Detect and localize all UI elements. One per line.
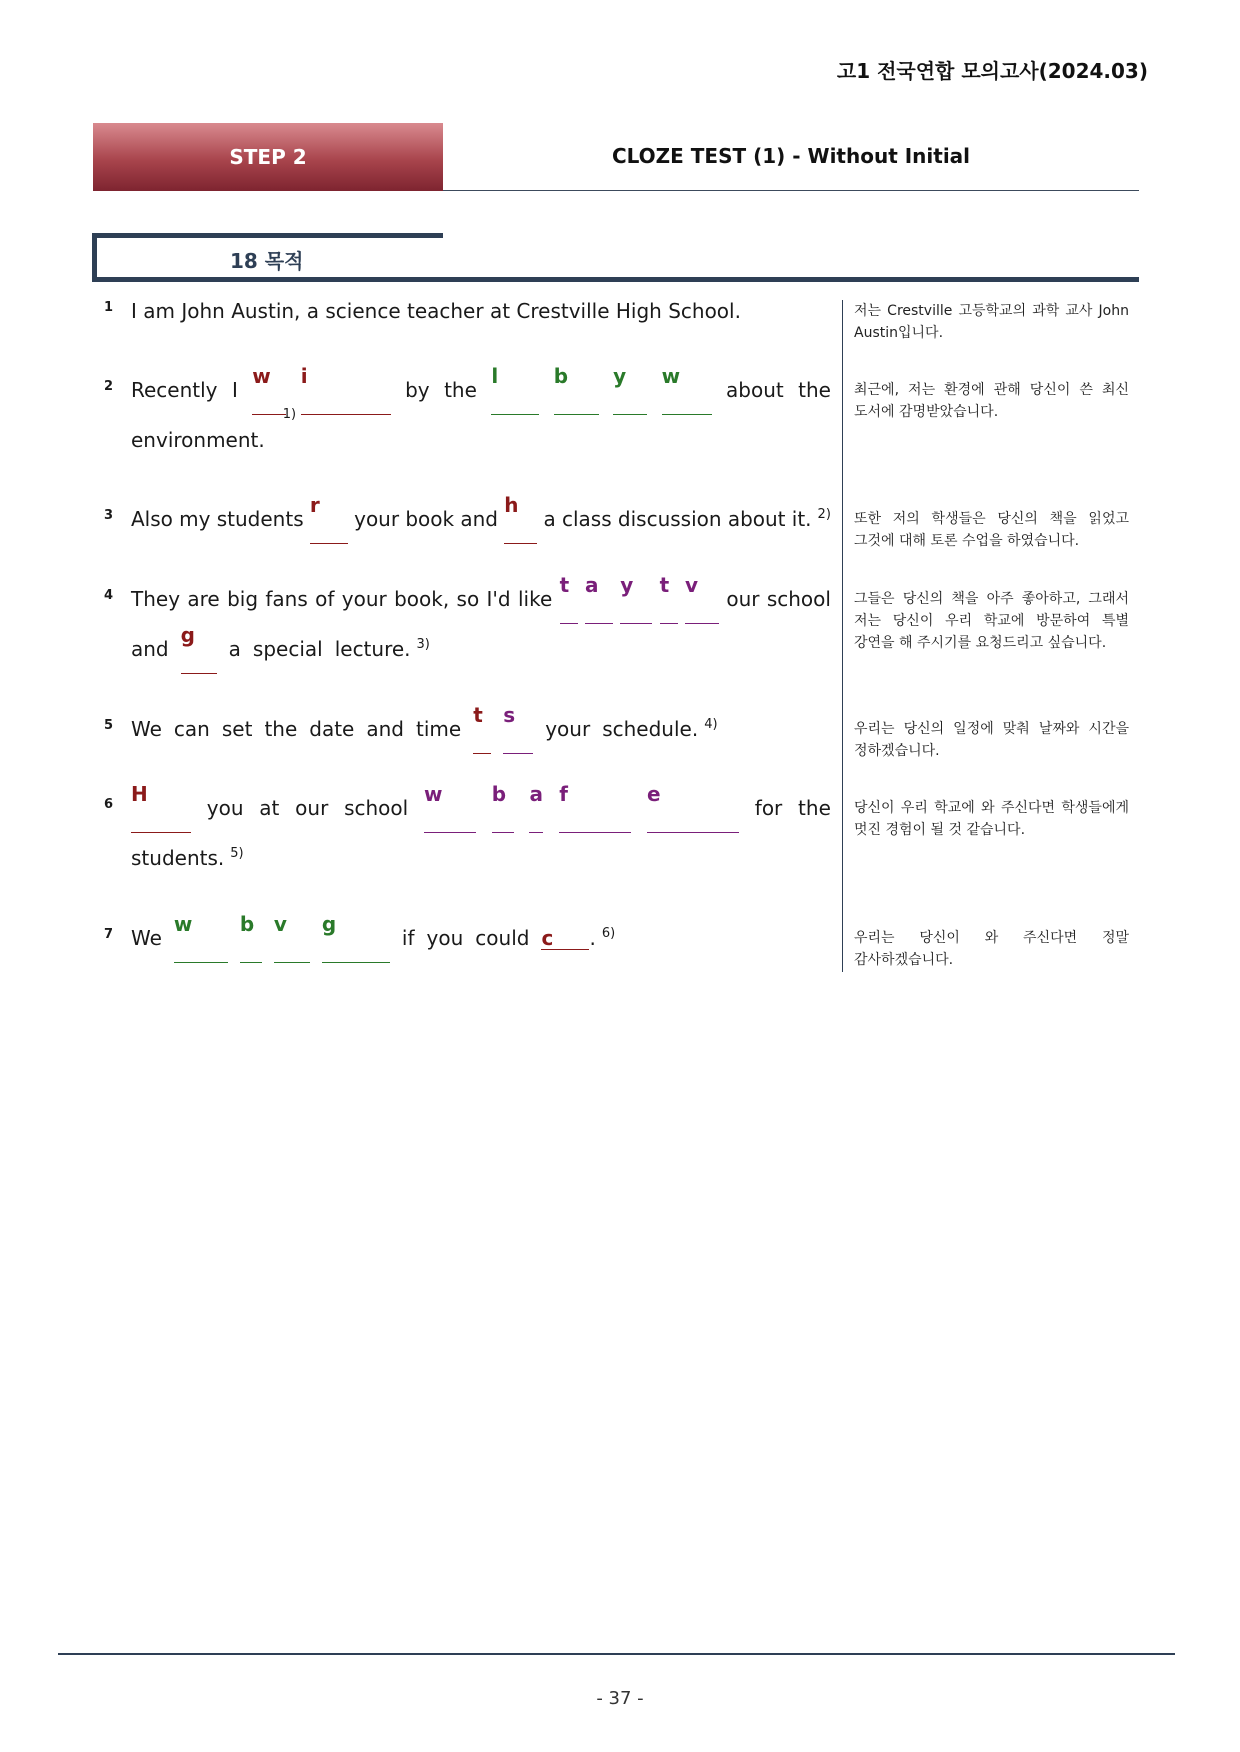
step-underline (443, 190, 1139, 191)
word: environment. (131, 428, 265, 452)
sentence-number: 6 (104, 797, 114, 812)
word: the (264, 717, 298, 741)
sentence-number: 3 (104, 508, 114, 523)
step-title-text: CLOZE TEST (1) - Without Initial (611, 144, 971, 168)
section-rule (92, 277, 1139, 282)
korean-translation: 최근에, 저는 환경에 관해 당신이 쓴 최신 도서에 감명받았습니다. (854, 382, 1129, 420)
word: time (416, 717, 462, 741)
word: . (589, 926, 596, 950)
blank-input[interactable]: v (685, 574, 719, 624)
word: could (475, 926, 530, 950)
footer-rule (58, 1653, 1175, 1655)
blank-input[interactable]: a (585, 574, 613, 624)
word: class (562, 507, 612, 531)
korean-translation: 우리는 당신이 와 주신다면 정말 감사하겠습니다. (854, 930, 1129, 968)
step-label (93, 123, 443, 191)
footnote-marker: 4) (704, 717, 718, 733)
blank-input[interactable]: y (620, 574, 652, 624)
english-sentence (131, 494, 831, 544)
page-number: - 37 - (596, 1688, 644, 1709)
blank-input[interactable]: w (662, 365, 712, 415)
word: so (456, 587, 480, 611)
sentence-text: I am John Austin, a science teacher at Crestville High School. (131, 299, 741, 323)
blank-input[interactable]: y (613, 365, 647, 415)
korean-translation: 또한 저의 학생들은 당신의 책을 읽었고 그것에 대해 토론 수업을 하였습니다. (854, 511, 1129, 549)
word: about (727, 507, 786, 531)
word: Also (131, 507, 173, 531)
sentence-number: 4 (104, 588, 114, 603)
english-sentence (131, 574, 831, 674)
blank-input[interactable]: t (660, 574, 678, 624)
word: my (179, 507, 211, 531)
sentence-number: 5 (104, 718, 114, 733)
english-sentence (131, 704, 831, 754)
blank-input[interactable]: h (504, 494, 537, 544)
english-sentence (131, 286, 831, 336)
sentence-number: 7 (104, 927, 114, 942)
blank-input[interactable]: a (529, 783, 543, 833)
word: about (726, 378, 784, 402)
word: big (227, 587, 259, 611)
blank-input[interactable]: c (541, 927, 589, 950)
footnote-marker: 5) (230, 846, 244, 862)
exam-title: 고1 전국연합 모의고사(2024.03) (836, 59, 1148, 83)
word: like (517, 587, 553, 611)
word: you (426, 926, 464, 950)
blank-input[interactable]: H (131, 783, 191, 833)
korean-translation: 당신이 우리 학교에 와 주신다면 학생들에게 멋진 경험이 될 것 같습니다. (854, 800, 1129, 838)
blank-input[interactable]: r (310, 494, 348, 544)
word: your (545, 717, 591, 741)
word: a (228, 637, 241, 661)
word: if (401, 926, 415, 950)
word: our (726, 587, 760, 611)
footnote-marker: 3) (416, 637, 430, 653)
word: your (341, 587, 387, 611)
word: by (405, 378, 430, 402)
step-title (443, 123, 1139, 189)
word: and (366, 717, 405, 741)
korean-translation: 그들은 당신의 책을 아주 좋아하고, 그래서 저는 당신이 우리 학교에 방문하여 특별 강연을 해 주시기를 요청드리고 싶습니다. (854, 591, 1129, 651)
blank-input[interactable]: g (181, 624, 217, 674)
word: We (131, 926, 162, 950)
korean-translation: 저는 Crestville 고등학교의 과학 교사 John Austin입니다. (854, 303, 1129, 341)
word: at (259, 796, 280, 820)
word: of (315, 587, 335, 611)
blank-input[interactable]: l (491, 365, 539, 415)
step-label-text: STEP 2 (229, 145, 307, 169)
word: and (131, 637, 169, 661)
word: book (405, 507, 455, 531)
footnote-marker: 1) (282, 407, 297, 422)
blank-input[interactable]: b (240, 913, 262, 963)
word: set (221, 717, 253, 741)
word: a (543, 507, 556, 531)
column-divider (842, 300, 843, 972)
word: special (252, 637, 323, 661)
word: and (460, 507, 498, 531)
blank-input[interactable]: v (274, 913, 310, 963)
blank-input[interactable]: w (252, 365, 286, 415)
blank-input[interactable]: s (503, 704, 533, 754)
word: They (131, 587, 181, 611)
word: our (295, 796, 329, 820)
word: fans (265, 587, 308, 611)
blank-input[interactable]: t (473, 704, 491, 754)
blank-input[interactable]: t (560, 574, 578, 624)
english-sentence (131, 913, 831, 963)
footnote-marker: 2) (817, 507, 831, 523)
word: I (231, 378, 238, 402)
blank-input[interactable]: w (424, 783, 476, 833)
word: We (131, 717, 162, 741)
word: Recently (131, 378, 218, 402)
blank-input[interactable]: g (322, 913, 390, 963)
word: lecture. (334, 637, 411, 661)
blank-input[interactable]: f (559, 783, 631, 833)
word: the (444, 378, 477, 402)
word: the (798, 796, 831, 820)
word: book, (394, 587, 450, 611)
word: schedule. (602, 717, 699, 741)
blank-input[interactable]: i (301, 365, 391, 415)
blank-input[interactable]: b (492, 783, 514, 833)
word: date (309, 717, 355, 741)
word: school (344, 796, 409, 820)
word: you (206, 796, 244, 820)
sentence-number: 2 (104, 379, 114, 394)
blank-input[interactable]: w (174, 913, 228, 963)
word: can (173, 717, 210, 741)
english-sentence (131, 365, 831, 465)
sentence-number: 1 (104, 300, 114, 315)
section-title: 18 목적 (230, 249, 304, 273)
blank-input[interactable]: e (647, 783, 739, 833)
word: your (354, 507, 400, 531)
word: are (187, 587, 220, 611)
word: it. (791, 507, 812, 531)
word: students. (131, 846, 225, 870)
english-sentence (131, 783, 831, 883)
word: for (754, 796, 783, 820)
blank-input[interactable]: b (554, 365, 599, 415)
footnote-marker: 6) (601, 926, 616, 942)
word: the (798, 378, 831, 402)
word: I'd (486, 587, 511, 611)
word: school (766, 587, 831, 611)
word: discussion (617, 507, 722, 531)
word: students (216, 507, 304, 531)
korean-translation: 우리는 당신의 일정에 맞춰 날짜와 시간을 정하겠습니다. (854, 721, 1129, 759)
